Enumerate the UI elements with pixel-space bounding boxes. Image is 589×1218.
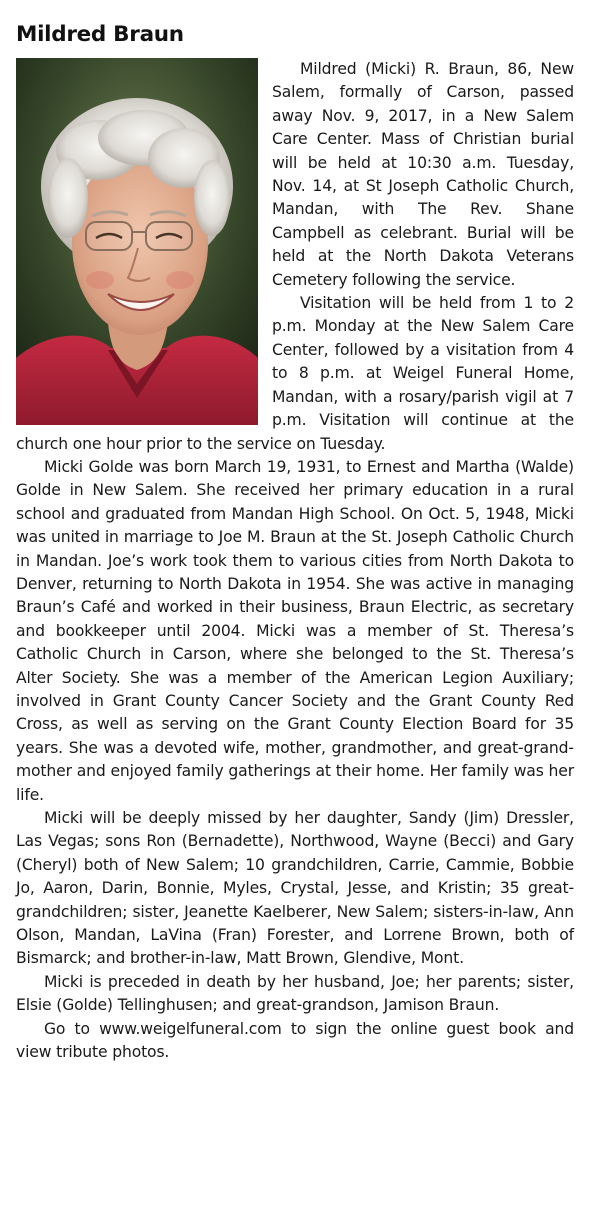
obituary-paragraph-visitation: Visitation will be held from 1 to 2 p.m. Monday at the New Salem Care Center, followed by a visitation from 4 to 8 p.m. at Weigel Funeral Home, Mandan, with a rosary/parish vigil at 7 p.m. Visitation will continue at the church one hour prior to the service on Tuesday. [16,294,574,453]
obituary-paragraph-service: Mildred (Micki) R. Braun, 86, New Salem, formally of Carson, passed away Nov. 9, 2017, in a New Salem Care Center. Mass of Christian burial will be held at 10:30 a.m. Tuesday, Nov. 14, at St Joseph Catholic Church, Mandan, with The Rev. Shane Campbell as celebrant. Burial will be held at the North Dakota Veterans Cemetery following the service. [272,60,574,289]
obituary-paragraph-guestbook: Go to www.weigelfuneral.com to sign the online guest book and view tribute photos. [16,1019,574,1062]
obituary-paragraph-survivors: Micki will be deeply missed by her daughter, Sandy (Jim) Dressler, Las Vegas; sons Ron (Bernadette), Northwood, Wayne (Becci) and Gary (Cheryl) both of New Salem; 10 grandchildren, Carrie, Cammie, Bobbie Jo, Aaron, Darin, Bonnie, Myles, Crystal, Jesse, and Kristin; 35 great-grandchildren; sister, Jeanette Kaelberer, New Salem; sisters-in-law, Ann Olson, Mandan, LaVina (Fran) Forester, and Lorrene Brown, both of Bismarck; and brother-in-law, Matt Brown, Glendive, Mont. [16,809,574,968]
obituary-paragraph-biography: Micki Golde was born March 19, 1931, to Ernest and Martha (Walde) Golde in New Salem. She received her primary education in a rural school and graduated from Mandan High School. On Oct. 5, 1948, Micki was united in marriage to Joe M. Braun at the St. Joseph Catholic Church in Mandan. Joe’s work took them to various cities from North Dakota to Denver, returning to North Dakota in 1954. She was active in managing Braun’s Café and worked in their business, Braun Electric, as secretary and bookkeeper until 2004. Micki was a member of St. Theresa’s Catholic Church in Carson, where she belonged to the St. Theresa’s Alter Society. She was a member of the American Legion Auxiliary; involved in Grant County Cancer Society and the Grant County Red Cross, as well as serving on the Grant County Election Board for 35 years. She was a devoted wife, mother, grandmother, and great-grandmother and enjoyed family gatherings at their home. Her family was her life. [16,457,574,804]
portrait-photo [16,58,258,425]
obituary-paragraph-preceded: Micki is preceded in death by her husband, Joe; her parents; sister, Elsie (Golde) Tellinghusen; and great-grandson, Jamison Braun. [16,972,574,1015]
obituary-headline: Mildred Braun [16,22,184,47]
obituary-body [16,58,574,1064]
